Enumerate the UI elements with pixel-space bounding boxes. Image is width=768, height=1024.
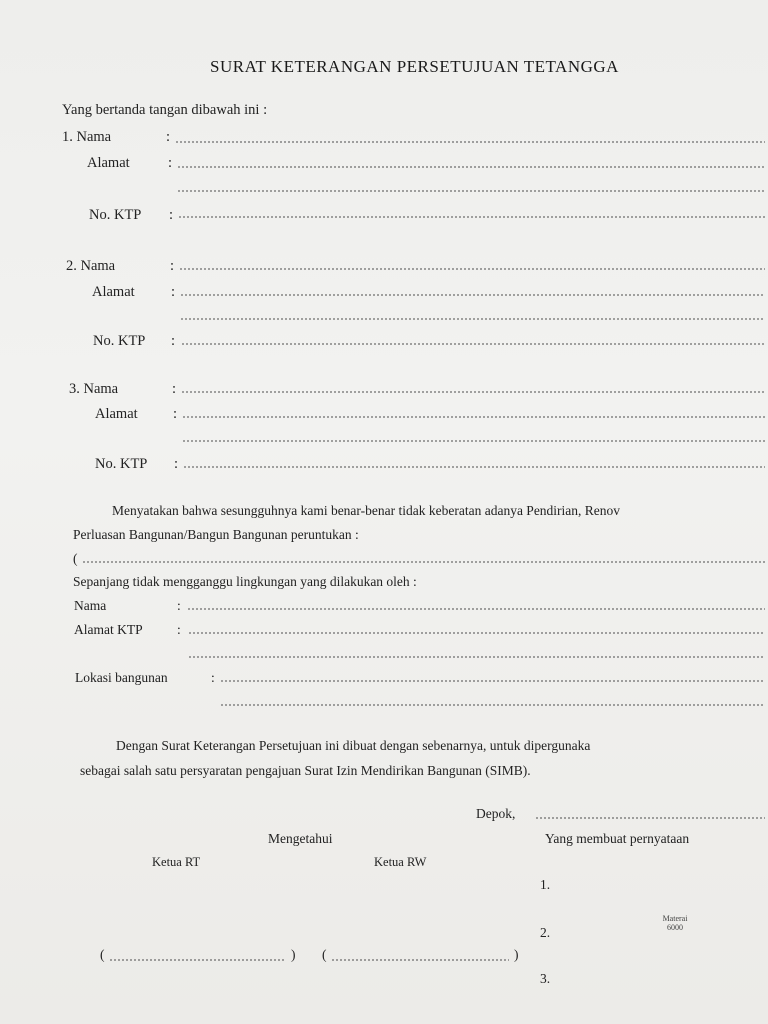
rw-head-label: Ketua RW bbox=[374, 855, 427, 869]
person-1-address-field-2[interactable] bbox=[177, 190, 765, 192]
rt-head-label: Ketua RT bbox=[152, 855, 201, 869]
purpose-field[interactable] bbox=[82, 561, 765, 563]
rt-signature-close: ) bbox=[291, 947, 296, 962]
person-2-name-label: 2. Nama bbox=[66, 258, 116, 274]
applicant-address-field[interactable] bbox=[188, 632, 765, 634]
applicant-name-field[interactable] bbox=[187, 608, 765, 610]
intro-text: Yang bertanda tangan dibawah ini : bbox=[62, 102, 268, 118]
closing-line-2: sebagai salah satu persyaratan pengajuan Surat Izin Mendirikan Bangunan (SIMB). bbox=[80, 763, 531, 778]
rw-signature-field[interactable] bbox=[331, 959, 509, 961]
person-1-ktp-label: No. KTP bbox=[89, 207, 142, 223]
building-location-field-2[interactable] bbox=[220, 704, 765, 706]
person-1-name-field[interactable] bbox=[175, 141, 765, 143]
colon: : bbox=[169, 207, 174, 223]
person-1-address-field[interactable] bbox=[177, 166, 765, 168]
person-2-name-field[interactable] bbox=[179, 268, 765, 270]
signer-2-number: 2. bbox=[540, 925, 551, 940]
closing-line-1: Dengan Surat Keterangan Persetujuan ini dibuat dengan sebenarnya, untuk dipergunaka bbox=[116, 738, 591, 753]
building-location-field[interactable] bbox=[220, 680, 765, 682]
person-2-address-field-2[interactable] bbox=[180, 318, 765, 320]
colon: : bbox=[172, 381, 177, 397]
colon: : bbox=[170, 258, 175, 274]
colon: : bbox=[171, 284, 176, 300]
person-1-address-label: Alamat bbox=[87, 155, 130, 171]
person-1-ktp-field[interactable] bbox=[178, 216, 765, 218]
colon: : bbox=[211, 670, 215, 685]
person-2-address-label: Alamat bbox=[92, 284, 135, 300]
stamp-duty-note bbox=[650, 914, 700, 932]
colon: : bbox=[177, 598, 181, 613]
person-2-ktp-label: No. KTP bbox=[93, 333, 146, 349]
applicant-address-label: Alamat KTP bbox=[74, 622, 143, 637]
signer-1-number: 1. bbox=[540, 877, 551, 892]
date-field[interactable] bbox=[535, 817, 765, 819]
person-1-name-label: 1. Nama bbox=[62, 129, 112, 145]
person-2-address-field[interactable] bbox=[180, 294, 765, 296]
person-3-ktp-field[interactable] bbox=[183, 466, 765, 468]
statement-line-3: Sepanjang tidak mengganggu lingkungan yang dilakukan oleh : bbox=[73, 574, 417, 589]
statement-line-2: Perluasan Bangunan/Bangun Bangunan peruntukan : bbox=[73, 527, 359, 542]
signer-3-number: 3. bbox=[540, 971, 551, 986]
colon: : bbox=[174, 456, 179, 472]
colon: : bbox=[171, 333, 176, 349]
rw-signature-open: ( bbox=[322, 947, 327, 962]
paren-open: ( bbox=[73, 551, 78, 566]
stamp-duty-amount: 6000 bbox=[667, 923, 683, 932]
person-3-address-field[interactable] bbox=[182, 416, 765, 418]
building-location-label: Lokasi bangunan bbox=[75, 670, 168, 685]
applicant-address-field-2[interactable] bbox=[188, 656, 765, 658]
applicant-name-label: Nama bbox=[74, 598, 107, 613]
rw-signature-close: ) bbox=[514, 947, 519, 962]
person-3-ktp-label: No. KTP bbox=[95, 456, 148, 472]
person-3-address-label: Alamat bbox=[95, 406, 138, 422]
declarant-label: Yang membuat pernyataan bbox=[545, 831, 690, 846]
stamp-duty-label: Materai bbox=[662, 914, 688, 923]
rt-signature-open: ( bbox=[100, 947, 105, 962]
colon: : bbox=[168, 155, 173, 171]
acknowledged-label: Mengetahui bbox=[268, 831, 333, 846]
person-3-address-field-2[interactable] bbox=[182, 440, 765, 442]
person-3-name-label: 3. Nama bbox=[69, 381, 119, 397]
colon: : bbox=[173, 406, 178, 422]
person-2-ktp-field[interactable] bbox=[181, 343, 765, 345]
colon: : bbox=[166, 129, 171, 145]
colon: : bbox=[177, 622, 181, 637]
place-label: Depok, bbox=[476, 806, 516, 821]
document-title: SURAT KETERANGAN PERSETUJUAN TETANGGA bbox=[210, 57, 619, 76]
person-3-name-field[interactable] bbox=[181, 391, 765, 393]
statement-line-1: Menyatakan bahwa sesungguhnya kami benar-benar tidak keberatan adanya Pendirian, Renov bbox=[112, 503, 621, 518]
rt-signature-field[interactable] bbox=[109, 959, 285, 961]
